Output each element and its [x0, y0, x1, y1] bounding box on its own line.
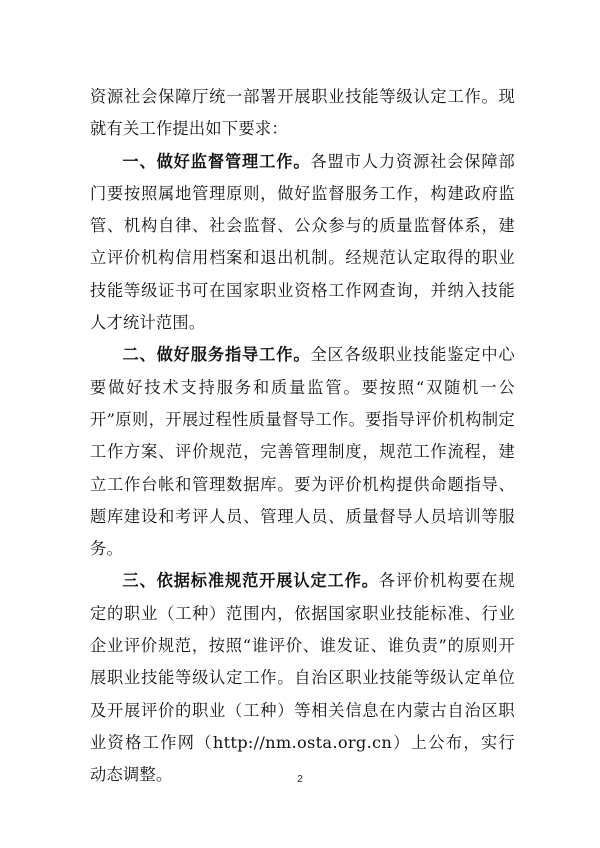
intro-paragraph: 资源社会保障厅统一部署开展职业技能等级认定工作。现就有关工作提出如下要求： [90, 87, 515, 139]
section-2-body: 全区各级职业技能鉴定中心要做好技术支持服务和质量监管。要按照“双随机一公开”原则，开展过程性质量督导工作。要指导评价机构制定工作方案、评价规范，完善管理制度，规范工作流程，建立工作台帐和管理数据库。要为评价机构提供命题指导、题库建设和考评人员、管理人员、质量督导人员培训等服务。 [90, 345, 515, 559]
document-body [90, 81, 515, 792]
section-1-heading: 一、做好监督管理工作。 [122, 151, 311, 171]
section-2-heading: 二、做好服务指导工作。 [122, 345, 311, 365]
section-1-paragraph [90, 146, 515, 340]
section-3-heading: 三、依据标准规范开展认定工作。 [122, 571, 379, 591]
section-3-paragraph [90, 565, 515, 791]
section-2-paragraph [90, 339, 515, 565]
page-number: 2 [297, 774, 303, 785]
section-3-body: 各评价机构要在规定的职业（工种）范围内，依据国家职业技能标准、行业企业评价规范，按照“谁评价、谁发证、谁负责”的原则开展职业技能等级认定工作。自治区职业技能等级认定单位及开展评价的职业（工种）等相关信息在内蒙古自治区职业资格工作网（http://nm.osta.org.cn）上公布，实行动态调整。 [90, 571, 516, 785]
section-1-body: 各盟市人力资源社会保障部门要按照属地管理原则，做好监督服务工作，构建政府监管、机构自律、社会监督、公众参与的质量监督体系，建立评价机构信用档案和退出机制。经规范认定取得的职业技能等级证书可在国家职业资格工作网查询，并纳入技能人才统计范围。 [90, 151, 515, 333]
